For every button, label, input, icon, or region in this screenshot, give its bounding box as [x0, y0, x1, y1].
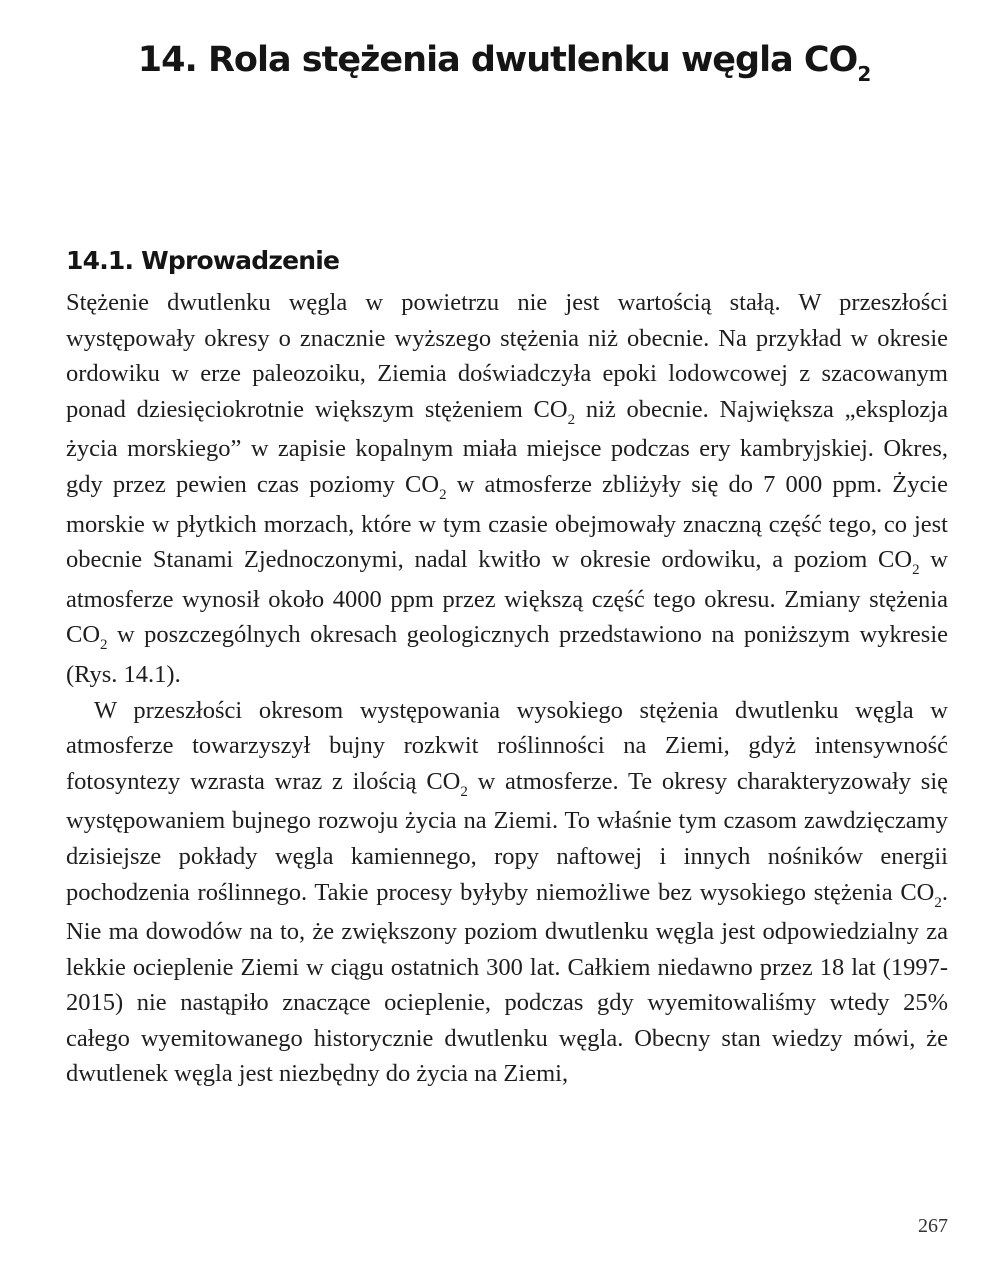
- text-run: Stężenie dwutlenku węgla w powietrzu nie jest wartością stałą. W przeszłości występowały okresy o znacznie wyższego stężenia niż obecnie. Na przykład w okresie ordowiku w erze paleozoiku, Ziemia doświadczyła epoki lodowcowej z szacowanym ponad dziesięciokrotnie większym stężeniem CO: [66, 289, 948, 423]
- co2-subscript: 2: [567, 411, 576, 428]
- chapter-title: [0, 40, 1008, 86]
- co2-subscript: 2: [460, 783, 468, 800]
- chapter-title-text: 14. Rola stężenia dwutlenku węgla CO: [137, 40, 858, 80]
- text-run: w atmosferze. Te okresy charakteryzowały się występowaniem bujnego rozwoju życia na Ziemi. To właśnie tym czasom zawdzięczamy dzisiejsze pokłady węgla kamiennego, ropy naftowej i innych nośników energii pochodzenia roślinnego. Takie procesy byłyby niemożliwe bez wysokiego stężenia CO: [66, 767, 948, 906]
- co2-subscript: 2: [934, 894, 942, 911]
- text-run: W przeszłości okresom występowania wysokiego stężenia dwutlenku węgla w atmosferze towarzyszył bujny rozkwit roślinności na Ziemi, gdyż intensywność fotosyntezy wzrasta wraz z ilością CO: [66, 696, 948, 795]
- section-title: 14.1. Wprowadzenie: [66, 246, 340, 275]
- text-run: w atmosferze zbliżyły się do 7 000 ppm. Życie morskie w płytkich morzach, które w tym czasie obejmowały znaczną część tego, co jest obecnie Stanami Zjednoczonymi, nadal kwitło w okresie ordowiku, a poziom CO: [66, 470, 948, 574]
- text-run: niż obecnie. Największa „eksplozja życia morskiego” w zapisie kopalnym miała miejsce podczas ery kambryjskiej. Okres, gdy przez pewien czas poziomy CO: [66, 395, 948, 498]
- body-text: [66, 285, 948, 1092]
- text-run: w atmosferze wynosił około 4000 ppm przez większą część tego okresu. Zmiany stężenia CO: [66, 546, 948, 649]
- paragraph-2: [66, 693, 948, 1093]
- text-run: w poszczególnych okresach geologicznych przedstawiono na poniższym wykresie (Rys. 14.1).: [66, 621, 948, 688]
- page-number: 267: [918, 1215, 948, 1237]
- chapter-title-subscript: 2: [857, 62, 871, 86]
- co2-subscript: 2: [100, 637, 108, 654]
- paragraph-1: [66, 285, 948, 693]
- co2-subscript: 2: [912, 562, 920, 579]
- co2-subscript: 2: [439, 486, 447, 503]
- text-run: . Nie ma dowodów na to, że zwiększony poziom dwutlenku węgla jest odpowiedzialny za lekkie ocieplenie Ziemi w ciągu ostatnich 300 lat. Całkiem niedawno przez 18 lat (1997-2015) nie nastąpiło znaczące ocieplenie, podczas gdy wyemitowaliśmy wtedy 25% całego wyemitowanego historycznie dwutlenku węgla. Obecny stan wiedzy mówi, że dwutlenek węgla jest niezbędny do życia na Ziemi,: [66, 878, 948, 1088]
